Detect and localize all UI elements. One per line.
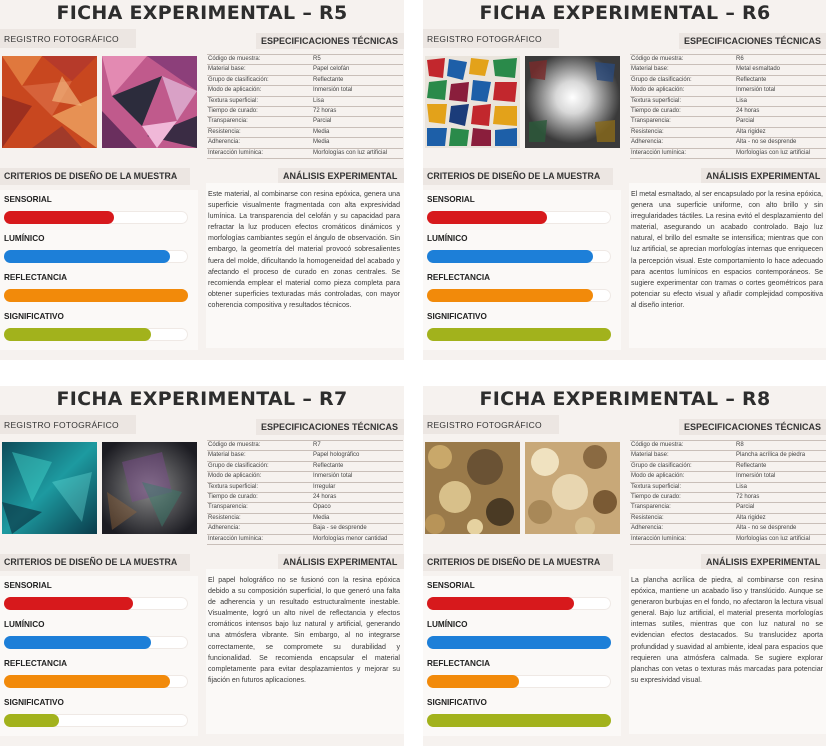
criterion-bar-fill [427,597,574,610]
spec-value: Reflectante [736,76,767,83]
criterion-label: LUMÍNICO [427,234,468,243]
spec-row [207,503,403,513]
spec-value: 24 horas [736,107,760,114]
sample-photo-1 [2,442,97,534]
criterion-bar-fill [4,714,59,727]
spec-value: 24 horas [313,493,337,500]
criterion-bar-track [427,636,611,649]
criterion-bar-track [4,714,188,727]
spec-key: Interacción lumínica: [208,535,264,542]
spec-value: Parcial [736,504,755,511]
spec-value: Lisa [736,483,748,490]
criterion-bar-track [427,597,611,610]
sheet-r7 [0,386,404,746]
criterion-bar-fill [4,636,151,649]
criterios-label: CRITERIOS DE DISEÑO DE LA MUESTRA [0,168,190,185]
criterion-bar-fill [427,211,547,224]
sheet-r5 [0,0,404,360]
spec-row [630,535,826,545]
criterion-bar-track [427,714,611,727]
spec-key: Material base: [208,66,246,73]
spec-key: Modo de aplicación: [631,473,685,480]
spec-value: Inmersión total [736,87,776,94]
analysis-text: El papel holográfico no se fusionó con la resina epóxica debido a su composición superficial, lo que generó una falta de adherencia y un resultado estructuralmente inestable. Visualmente, logró un alto nivel de reflectancia y efectos cromáticos intensos bajo luz natural y artificial, generando una atmósfera vibrante. Sin embargo, al no integrarse correctamente, se compromete su durabilidad y funcionalidad. Se recomienda encapsular el material completamente para evitar desplazamientos y mejorar su fijación en futuros aplicaciones. [208,577,400,684]
spec-value: Morfologías menor cantidad [313,535,388,542]
spec-row [207,65,403,75]
criterion-label: SIGNIFICATIVO [4,698,64,707]
spec-row [207,55,403,65]
sample-photo-1 [425,56,520,148]
sample-photo-1 [2,56,97,148]
especificaciones-label: ESPECIFICACIONES TÉCNICAS [679,33,826,49]
criterion-label: REFLECTANCIA [427,273,491,282]
sheet-title: FICHA EXPERIMENTAL – R7 [56,388,348,410]
spec-row [630,483,826,493]
analisis-label: ANÁLISIS EXPERIMENTAL [278,168,404,185]
criterion-label: SIGNIFICATIVO [4,312,64,321]
criterion-bar-track [4,597,188,610]
spec-key: Modo de aplicación: [208,87,262,94]
spec-row [207,472,403,482]
sample-photo-2 [102,56,197,148]
spec-value: Reflectante [313,462,344,469]
spec-key: Resistencia: [631,128,664,135]
spec-row [630,55,826,65]
spec-row [630,514,826,524]
spec-value: Opaco [313,504,331,511]
spec-key: Grupo de clasificación: [208,462,269,469]
spec-key: Transparencia: [208,504,248,511]
spec-value: Morfologías con luz artificial [313,149,388,156]
spec-row [630,462,826,472]
spec-value: R8 [736,442,744,448]
criteria-panel [0,576,198,736]
criteria-panel [423,190,621,350]
spec-row [207,86,403,96]
analysis-text: La plancha acrílica de piedra, al combinarse con resina epóxica, mantiene un acabado liso y translúcido. Aunque se generaron burbujas en el fondo, no afectaron la lectura visual general. Bajo luz artificial, el material presenta morfologías internas sutiles, mientras que con luz natural no se evidencian efectos destacados. Su translucidez aporta profundidad y suavidad al ambiente, ideal para espacios que requieren una atmósfera calmada. Se sugiere explorar planchas con vetas o texturas más marcadas para potenciar su expresividad visual. [631,577,823,684]
spec-key: Adherencia: [631,139,664,146]
analysis-text: Este material, al combinarse con resina epóxica, genera una superficie visualmente fragmentada con alta expresividad lumínica. La transparencia del celofán y su capacidad para refractar la luz producen efectos cromáticos dinámicos y morfologías cambiantes según el ángulo de observación. Sin embargo, la geometría del material provocó sobresalientes fuera del molde, dificultando la homogeneidad del acabado y afectando el proceso de curado en zonas centrales. Se recomienda emplear el material como pieza completa para obtener superficies texturadas más controladas, con mayor coherencia compositiva y resultados técnicos. [208,191,400,309]
criterion-label: SENSORIAL [4,581,52,590]
spec-key: Material base: [208,452,246,459]
spec-key: Tiempo de curado: [631,493,681,500]
sample-photo-2 [102,442,197,534]
spec-key: Resistencia: [631,514,664,521]
sheet-r6 [423,0,826,360]
criterion-label: SENSORIAL [427,195,475,204]
spec-key: Adherencia: [208,139,241,146]
criterion-label: SIGNIFICATIVO [427,698,487,707]
criterion-bar-fill [427,636,611,649]
spec-row [207,514,403,524]
criteria-panel [423,576,621,736]
specs-table [207,54,403,159]
spec-row [207,441,403,451]
criterion-bar-track [4,328,188,341]
registro-label: REGISTRO FOTOGRÁFICO [0,415,136,434]
criterion-bar-fill [427,714,611,727]
criterion-bar-fill [4,211,114,224]
spec-row [630,97,826,107]
spec-row [207,483,403,493]
registro-label: REGISTRO FOTOGRÁFICO [0,29,136,48]
sheet-title: FICHA EXPERIMENTAL – R5 [56,2,348,24]
sheet-title: FICHA EXPERIMENTAL – R6 [479,2,771,24]
criterion-label: LUMÍNICO [4,234,45,243]
spec-value: Plancha acrílica de piedra [736,452,806,459]
spec-row [207,524,403,534]
spec-key: Material base: [631,452,669,459]
spec-key: Código de muestra: [631,442,684,448]
criteria-panel [0,190,198,350]
criterion-bar-track [427,211,611,224]
spec-value: Lisa [313,97,325,104]
criterios-label: CRITERIOS DE DISEÑO DE LA MUESTRA [0,554,190,571]
spec-key: Interacción lumínica: [208,149,264,156]
criterion-bar-fill [427,675,519,688]
criterion-bar-fill [4,250,170,263]
sample-photo-2 [525,56,620,148]
spec-value: Media [313,514,330,521]
spec-value: Inmersión total [313,87,353,94]
criterion-label: SENSORIAL [427,581,475,590]
criterion-bar-track [4,211,188,224]
spec-value: Media [313,139,330,146]
registro-label: REGISTRO FOTOGRÁFICO [423,415,559,434]
spec-key: Tiempo de curado: [631,107,681,114]
spec-key: Adherencia: [631,525,664,532]
spec-value: Irregular [313,483,336,490]
spec-key: Tiempo de curado: [208,107,258,114]
spec-row [630,493,826,503]
spec-value: Reflectante [313,76,344,83]
spec-key: Interacción lumínica: [631,149,687,156]
criterion-bar-track [4,636,188,649]
spec-value: Morfologías con luz artificial [736,149,811,156]
spec-row [207,535,403,545]
spec-key: Interacción lumínica: [631,535,687,542]
criterion-bar-fill [427,328,611,341]
criterion-bar-fill [4,328,151,341]
criterion-bar-track [4,250,188,263]
spec-key: Textura superficial: [631,483,682,490]
spec-value: Alta rigidez [736,128,766,135]
criterion-bar-fill [4,675,170,688]
spec-value: Parcial [313,118,332,125]
spec-row [207,107,403,117]
spec-value: Papel holográfico [313,452,360,459]
criterion-label: SENSORIAL [4,195,52,204]
criterion-bar-track [427,328,611,341]
spec-value: 72 horas [736,493,760,500]
spec-row [630,524,826,534]
spec-key: Material base: [631,66,669,73]
spec-row [630,128,826,138]
spec-row [207,149,403,159]
spec-row [630,107,826,117]
spec-row [630,472,826,482]
especificaciones-label: ESPECIFICACIONES TÉCNICAS [679,419,826,435]
spec-value: Reflectante [736,462,767,469]
criterion-bar-fill [4,597,133,610]
spec-row [630,441,826,451]
spec-row [207,451,403,461]
spec-key: Grupo de clasificación: [208,76,269,83]
spec-key: Transparencia: [208,118,248,125]
criterion-label: REFLECTANCIA [4,273,68,282]
criterios-label: CRITERIOS DE DISEÑO DE LA MUESTRA [423,168,613,185]
especificaciones-label: ESPECIFICACIONES TÉCNICAS [256,33,404,49]
criterion-bar-fill [4,289,188,302]
spec-key: Código de muestra: [631,56,684,62]
specs-table [630,440,826,545]
sample-photo-2 [525,442,620,534]
spec-row [207,97,403,107]
criterion-label: LUMÍNICO [4,620,45,629]
spec-row [207,462,403,472]
spec-value: Alta rigidez [736,514,766,521]
spec-key: Resistencia: [208,128,241,135]
spec-key: Grupo de clasificación: [631,76,692,83]
spec-key: Modo de aplicación: [208,473,262,480]
spec-row [207,138,403,148]
spec-value: Inmersión total [313,473,353,480]
spec-value: R5 [313,56,321,62]
spec-key: Código de muestra: [208,442,261,448]
criterion-label: REFLECTANCIA [427,659,491,668]
criterion-bar-fill [427,250,593,263]
spec-key: Textura superficial: [208,97,259,104]
spec-key: Grupo de clasificación: [631,462,692,469]
spec-key: Tiempo de curado: [208,493,258,500]
analysis-text: El metal esmaltado, al ser encapsulado por la resina epóxica, genera una superficie uniforme, con alto brillo y sin irregularidades táctiles. La resina evitó el desplazamiento del material, asegurando un acabado controlado. Bajo luz natural, el brillo del esmalte se intensifica; mientras que con luz artificial, se aprecian morfologías internas que enriquecen la percepción visual. Este comportamiento lo hace adecuado para acentos lumínicos en espacios contemporáneos. Se sugiere experimentar con tramas o cortes geométricos para potenciar su efecto visual y añadir complejidad compositiva al diseño interior. [631,191,823,309]
specs-table [630,54,826,159]
criterion-bar-track [427,250,611,263]
spec-value: Lisa [736,97,748,104]
spec-key: Adherencia: [208,525,241,532]
criterion-bar-fill [427,289,593,302]
spec-value: Inmersión total [736,473,776,480]
criterion-label: SIGNIFICATIVO [427,312,487,321]
spec-value: 72 horas [313,107,337,114]
spec-row [630,503,826,513]
criterion-bar-track [4,289,188,302]
spec-key: Textura superficial: [208,483,259,490]
spec-value: Baja - se desprende [313,525,367,532]
especificaciones-label: ESPECIFICACIONES TÉCNICAS [256,419,404,435]
spec-key: Textura superficial: [631,97,682,104]
spec-row [207,493,403,503]
spec-key: Transparencia: [631,504,671,511]
registro-label: REGISTRO FOTOGRÁFICO [423,29,559,48]
spec-value: Papel celofán [313,66,350,73]
spec-value: Alta - no se desprende [736,139,797,146]
spec-value: R7 [313,442,321,448]
sheet-title: FICHA EXPERIMENTAL – R8 [479,388,771,410]
specs-table [207,440,403,545]
spec-row [630,149,826,159]
spec-key: Resistencia: [208,514,241,521]
sample-photo-1 [425,442,520,534]
spec-key: Transparencia: [631,118,671,125]
spec-row [630,86,826,96]
spec-row [630,451,826,461]
spec-value: R6 [736,56,744,62]
spec-key: Código de muestra: [208,56,261,62]
criterion-label: LUMÍNICO [427,620,468,629]
spec-row [207,128,403,138]
criterion-bar-track [427,675,611,688]
spec-value: Parcial [736,118,755,125]
analisis-label: ANÁLISIS EXPERIMENTAL [278,554,404,571]
spec-row [630,76,826,86]
criterion-bar-track [4,675,188,688]
sheet-r8 [423,386,826,746]
spec-value: Media [313,128,330,135]
analisis-label: ANÁLISIS EXPERIMENTAL [701,168,826,185]
spec-value: Metal esmaltado [736,66,781,73]
spec-row [630,138,826,148]
spec-value: Morfologías con luz artificial [736,535,811,542]
spec-value: Alta - no se desprende [736,525,797,532]
spec-row [207,117,403,127]
analisis-label: ANÁLISIS EXPERIMENTAL [701,554,826,571]
spec-row [207,76,403,86]
criterion-bar-track [427,289,611,302]
criterios-label: CRITERIOS DE DISEÑO DE LA MUESTRA [423,554,613,571]
criterion-label: REFLECTANCIA [4,659,68,668]
spec-row [630,65,826,75]
spec-row [630,117,826,127]
spec-key: Modo de aplicación: [631,87,685,94]
